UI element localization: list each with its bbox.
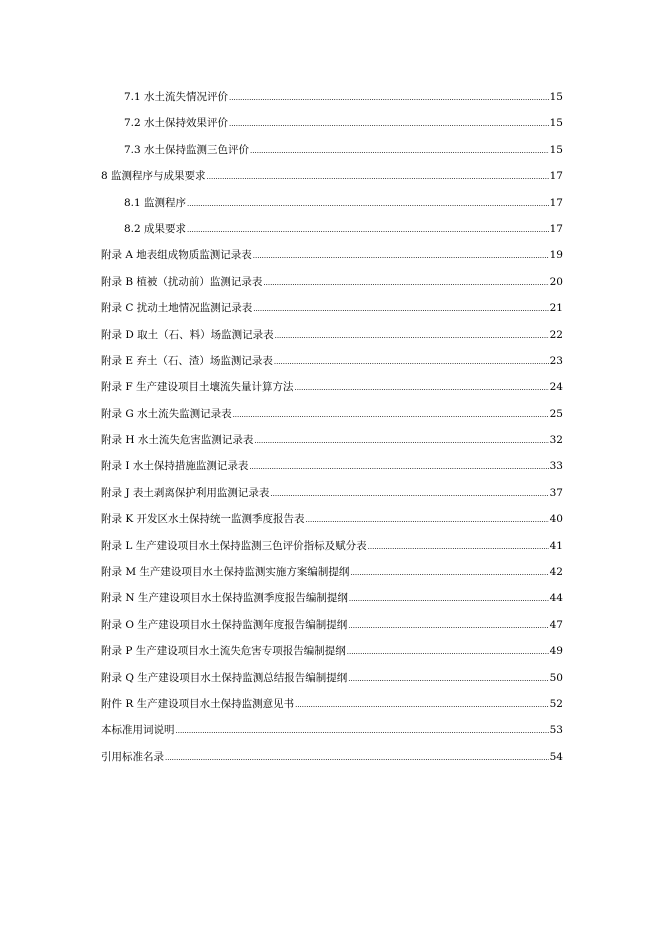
toc-entry-label: 附录 H 水土流失危害监测记录表 [101,434,254,447]
toc-entry[interactable] [101,401,563,427]
dot-leader [187,217,549,243]
dot-leader [270,481,548,507]
toc-entry-page-number: 20 [549,275,563,288]
toc-entry-page-number: 15 [549,117,563,130]
toc-entry[interactable] [101,190,563,216]
dot-leader [187,191,549,217]
dot-leader [254,428,548,454]
toc-entry-page-number: 49 [549,645,563,658]
toc-entry-page-number: 15 [549,91,563,103]
toc-entry-label: 附录 M 生产建设项目水土保持监测实施方案编制提纲 [101,566,350,579]
toc-entry[interactable] [101,348,563,374]
toc-entry-label: 附录 I 水土保持措施监测记录表 [101,460,249,473]
dot-leader [233,402,549,428]
toc-entry[interactable] [101,427,563,453]
toc-entry[interactable] [101,163,563,189]
toc-entry[interactable] [101,638,563,664]
toc-entry[interactable] [101,506,563,532]
toc-entry[interactable] [101,717,563,743]
toc-entry-page-number: 24 [549,381,563,394]
dot-leader [165,745,549,771]
toc-entry-page-number: 17 [549,222,563,235]
toc-entry-label: 8.1 监测程序 [124,196,187,209]
dot-leader [350,560,548,586]
toc-entry-page-number: 54 [549,750,563,763]
toc-entry-label: 8.2 成果要求 [124,222,187,235]
toc-entry-page-number: 53 [549,724,563,737]
toc-entry-label: 7.1 水土流失情况评价 [124,91,229,103]
toc-entry[interactable] [101,137,563,163]
dot-leader [250,138,549,164]
dot-leader [249,454,548,480]
toc-entry-label: 附录 L 生产建设项目水土保持监测三色评价指标及赋分表 [101,539,367,552]
toc-entry[interactable] [101,110,563,136]
dot-leader [207,164,549,190]
toc-entry[interactable] [101,242,563,268]
dot-leader [229,111,549,137]
dot-leader [274,349,549,375]
toc-entry-page-number: 19 [549,249,563,262]
toc-entry-label: 7.2 水土保持效果评价 [124,117,229,130]
toc-entry[interactable] [101,612,563,638]
toc-entry[interactable] [101,559,563,585]
toc-entry-page-number: 15 [549,143,563,156]
dot-leader [349,586,549,612]
toc-entry[interactable] [101,374,563,400]
toc-entry-page-number: 25 [549,407,563,420]
toc-entry-label: 附录 O 生产建设项目水土保持监测年度报告编制提纲 [101,618,348,631]
dot-leader [263,270,548,296]
toc-entry-page-number: 42 [549,566,563,579]
toc-entry[interactable] [101,84,563,110]
toc-entry[interactable] [101,585,563,611]
toc-entry[interactable] [101,691,563,717]
toc-entry[interactable] [101,295,563,321]
toc-entry-label: 附录 P 生产建设项目水土流失危害专项报告编制提纲 [101,645,346,658]
toc-entry-page-number: 52 [549,697,563,710]
toc-entry[interactable] [101,322,563,348]
toc-entry[interactable] [101,665,563,691]
dot-leader [295,692,549,718]
toc-entry-label: 附录 J 表土剥离保护利用监测记录表 [101,486,270,499]
toc-entry[interactable] [101,453,563,479]
toc-entry-label: 附录 E 弃土（石、渣）场监测记录表 [101,354,273,367]
dot-leader [306,507,549,533]
toc-entry-label: 附录 N 生产建设项目水土保持监测季度报告编制提纲 [101,592,348,605]
toc-entry-label: 附件 R 生产建设项目水土保持监测意见书 [101,697,295,710]
toc-entry[interactable] [101,269,563,295]
toc-entry-label: 附录 B 植被（扰动前）监测记录表 [101,275,263,288]
dot-leader [368,534,549,560]
toc-entry-label: 本标准用词说明 [101,724,175,737]
toc-entry-label: 附录 K 开发区水土保持统一监测季度报告表 [101,513,305,526]
dot-leader [347,639,549,665]
toc-entry-label: 附录 C 扰动土地情况监测记录表 [101,302,253,315]
toc-entry-page-number: 17 [549,196,563,209]
dot-leader [348,666,548,692]
toc-entry[interactable] [101,480,563,506]
dot-leader [348,613,548,639]
toc-entry-page-number: 50 [549,671,563,684]
toc-entry[interactable] [101,216,563,242]
toc-entry-page-number: 40 [549,513,563,526]
dot-leader [275,323,549,349]
toc-entry[interactable] [101,533,563,559]
toc-entry-page-number: 17 [549,170,563,183]
toc-entry-page-number: 37 [549,486,563,499]
toc-entry-label: 附录 F 生产建设项目土壤流失量计算方法 [101,381,294,394]
toc-entry-label: 附录 G 水土流失监测记录表 [101,407,232,420]
dot-leader [253,296,548,322]
toc-entry-page-number: 41 [549,539,563,552]
toc-entry-label: 附录 D 取土（石、料）场监测记录表 [101,328,274,341]
toc-entry-page-number: 21 [549,302,563,315]
toc-entry-label: 8 监测程序与成果要求 [101,170,206,183]
toc-entry-label: 7.3 水土保持监测三色评价 [124,143,250,156]
table-of-contents [101,84,563,770]
toc-entry-label: 附录 A 地表组成物质监测记录表 [101,249,252,262]
toc-entry-label: 附录 Q 生产建设项目水土保持监测总结报告编制提纲 [101,671,348,684]
toc-entry-page-number: 22 [549,328,563,341]
dot-leader [176,718,549,744]
toc-entry-page-number: 47 [549,618,563,631]
dot-leader [229,85,549,111]
toc-entry-page-number: 44 [549,592,563,605]
toc-entry-page-number: 23 [549,354,563,367]
toc-entry-page-number: 32 [549,434,563,447]
dot-leader [294,375,548,401]
toc-entry-label: 引用标准名录 [101,750,164,763]
toc-entry-page-number: 33 [549,460,563,473]
toc-entry[interactable] [101,744,563,770]
dot-leader [253,243,549,269]
